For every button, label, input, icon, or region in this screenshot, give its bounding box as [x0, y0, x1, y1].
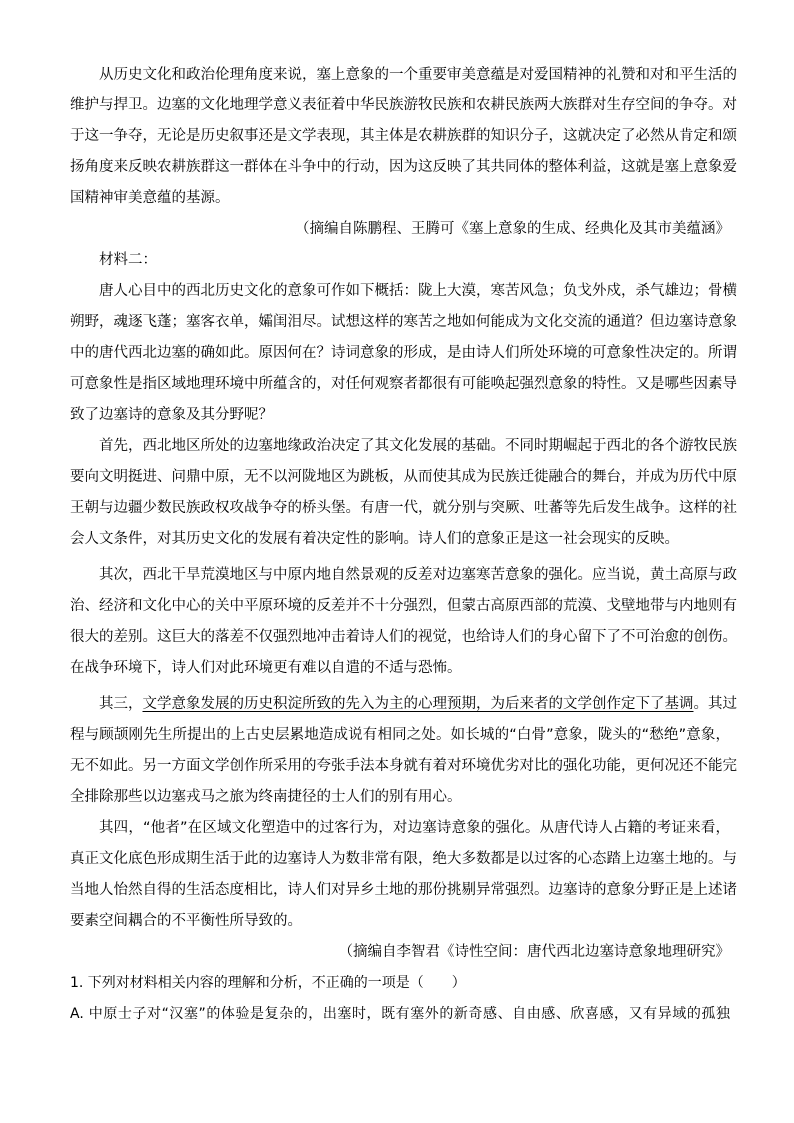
text-line: 王朝与边疆少数民族政权攻战争夺的桥头堡。有唐一代，就分别与突厥、吐蕃等先后发生战争。这样的社 — [70, 500, 737, 516]
text-line: 全排除那些以边塞戎马之旅为终南捷径的士人们的别有用心。 — [70, 789, 462, 805]
text-line: 维护与捍卫。边塞的文化地理学意义表征着中华民族游牧民族和农耕民族两大族群对生存空间的争夺。对 — [70, 97, 737, 113]
text-line: 程与顾颉刚先生所提出的上古史层累地造成说有相同之处。如长城的“白骨”意象，陇头的“愁绝”意象， — [70, 727, 730, 743]
source-citation-1: （摘编自陈鹏程、王腾可《塞上意象的生成、经典化及其市美蕴涵》 — [295, 221, 730, 237]
text-line: 其四，“他者”在区域文化塑造中的过客行为，对边塞诗意象的强化。从唐代诗人占籍的考证来看， — [99, 820, 730, 836]
source-citation-2: （摘编自李智君《诗性空间：唐代西北边塞诗意象地理研究》 — [338, 944, 730, 960]
text-line: 无不如此。另一方面文学创作所采用的夸张手法本身就有着对环境优劣对比的强化功能，更何况还不能完 — [70, 758, 737, 774]
underlined-text: 文学意象发展的历史积淀所致的先入为主的心理预期，为后来者的文学创作定下了基调 — [142, 696, 694, 712]
text-line: 扬角度来反映农耕族群这一群体在斗争中的行动，因为这反映了其共同体的整体利益，这就是塞上意象爱 — [70, 159, 737, 175]
text-line: 要素空间耦合的不平衡性所导致的。 — [70, 913, 302, 929]
text-line: 会人文条件，对其历史文化的发展有着决定性的影响。诗人们的意象正是这一社会现实的反映。 — [70, 531, 679, 547]
text-line: 于这一争夺，无论是历史叙事还是文学表现，其主体是农耕族群的知识分子，这就决定了必然从肯定和颂 — [70, 128, 737, 144]
text-line: 可意象性是指区域地理环境中所蕴含的，对任何观察者都很有可能唤起强烈意象的特性。又是哪些因素导 — [70, 376, 737, 392]
text-segment: 。其过 — [693, 696, 737, 712]
text-line: 真正文化底色形成期生活于此的边塞诗人为数非常有限，绝大多数都是以过客的心态踏上边塞土地的。与 — [70, 851, 737, 867]
text-line — [99, 689, 737, 719]
text-line: 从历史文化和政治伦理角度来说，塞上意象的一个重要审美意蕴是对爱国精神的礼赞和对和平生活的 — [99, 67, 737, 83]
text-line: 要向文明挺进、问鼎中原，无不以河陇地区为跳板，从而使其成为民族迁徙融合的舞台，并成为历代中原 — [70, 469, 737, 485]
text-segment: 其三， — [99, 696, 143, 712]
text-line: 中的唐代西北边塞的确如此。原因何在？诗词意象的形成，是由诗人们所处环境的可意象性决定的。所谓 — [70, 345, 737, 361]
text-line: 唐人心目中的西北历史文化的意象可作如下概括：陇上大漠，寒苦风急；负戈外戍，杀气雄边；骨横 — [99, 283, 737, 299]
option-a: A. 中原士子对“汉塞”的体验是复杂的，出塞时，既有塞外的新奇感、自由感、欣喜感，又有异域的孤独 — [70, 1006, 730, 1022]
text-line: 很大的差别。这巨大的落差不仅强烈地冲击着诗人们的视觉，也给诗人们的身心留下了不可治愈的创伤。 — [70, 629, 737, 645]
text-line: 首先，西北地区所处的边塞地缘政治决定了其文化发展的基础。不同时期崛起于西北的各个游牧民族 — [99, 438, 737, 454]
text-line: 国精神审美意蕴的基源。 — [70, 190, 230, 206]
text-line: 朔野，魂逐飞蓬；塞客衣单，孀闺泪尽。试想这样的寒苦之地如何能成为文化交流的通道？但边塞诗意象 — [70, 314, 737, 330]
text-line: 治、经济和文化中心的关中平原环境的反差并不十分强烈，但蒙古高原西部的荒漠、戈壁地带与内地则有 — [70, 598, 737, 614]
question-1: 1. 下列对材料相关内容的理解和分析，不正确的一项是（ ） — [70, 975, 466, 991]
material-2-label: 材料二： — [99, 252, 157, 268]
text-line: 在战争环境下，诗人们对此环境更有难以自遣的不适与恐怖。 — [70, 660, 462, 676]
text-line: 其次，西北干旱荒漠地区与中原内地自然景观的反差对边塞寒苦意象的强化。应当说，黄土高原与政 — [99, 567, 737, 583]
text-line: 致了边塞诗的意象及其分野呢？ — [70, 407, 273, 423]
text-line: 当地人怡然自得的生活态度相比，诗人们对异乡土地的那份挑剔异常强烈。边塞诗的意象分野正是上述诸 — [70, 882, 737, 898]
